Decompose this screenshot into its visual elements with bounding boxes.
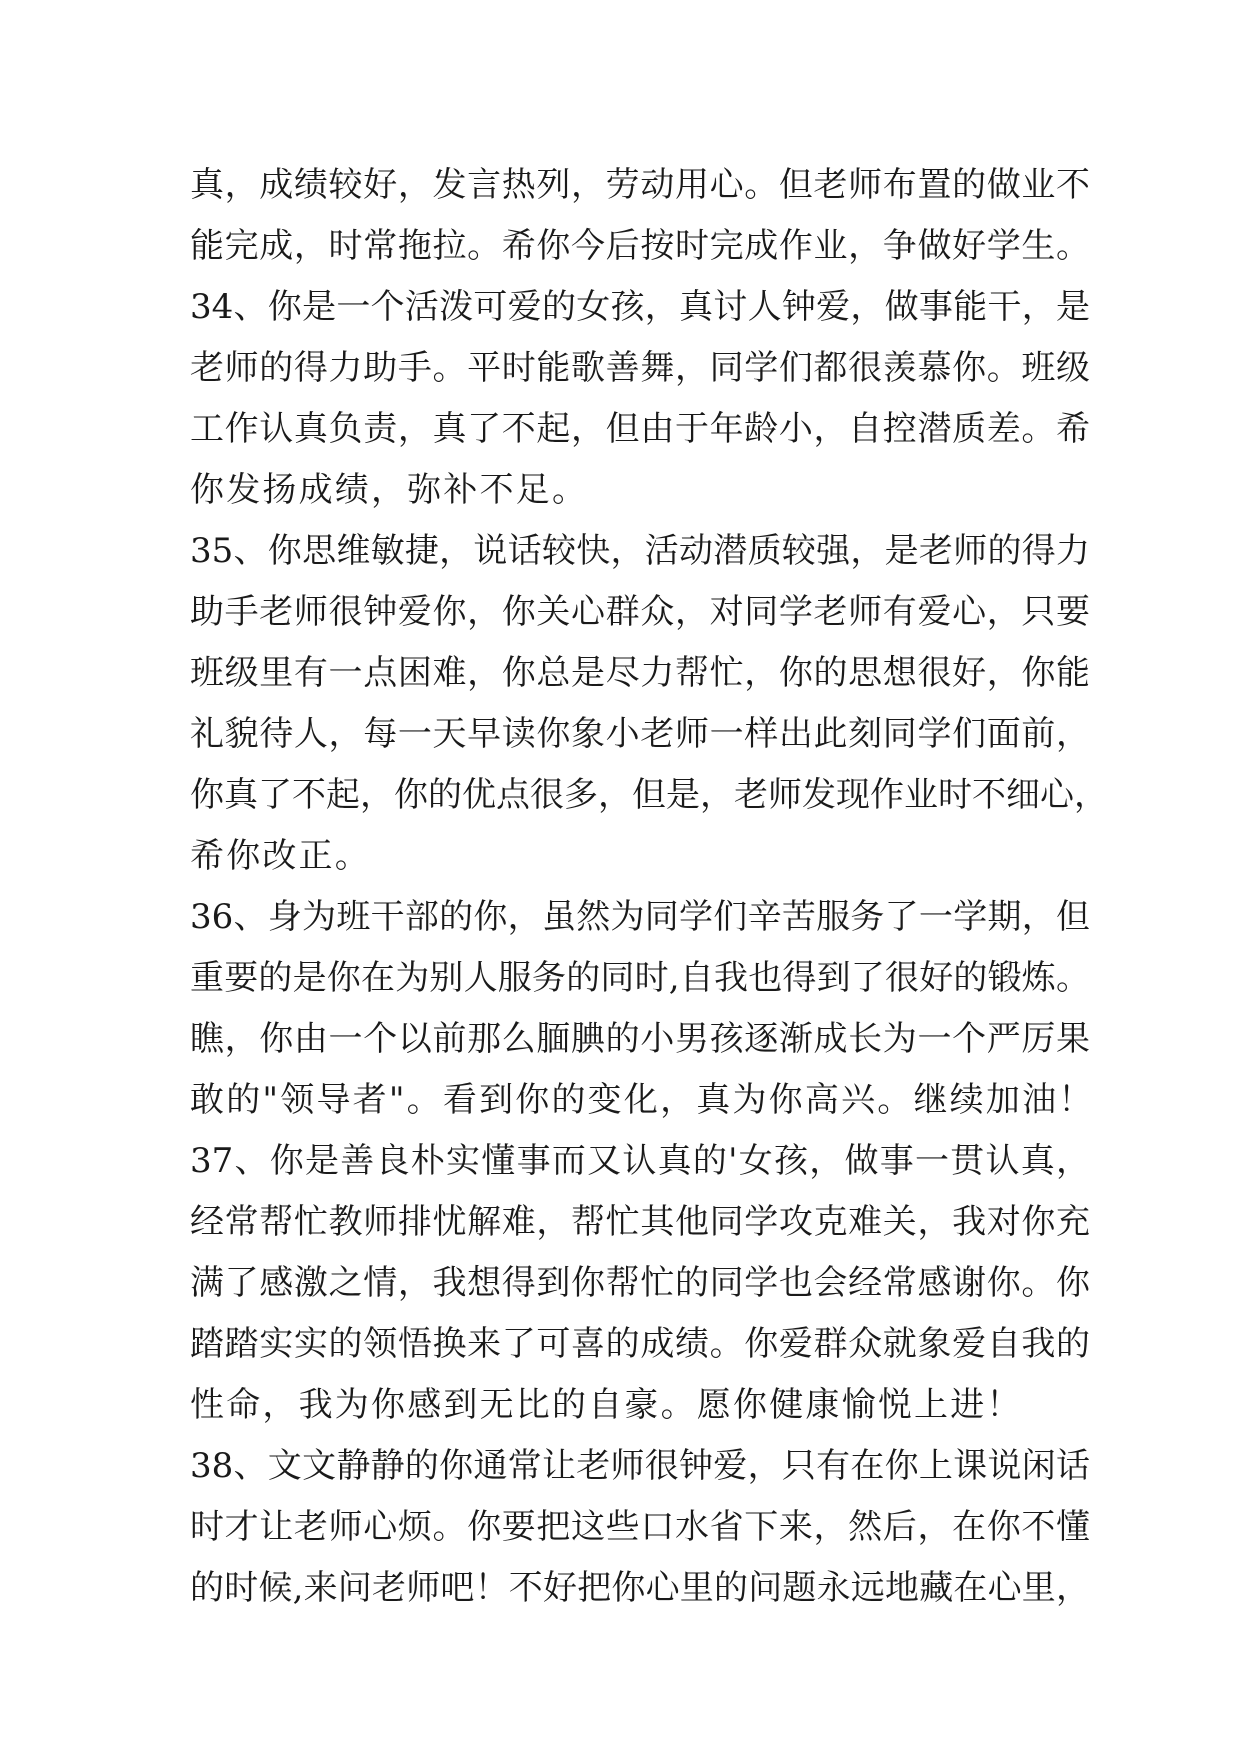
- text-line: 36、身为班干部的你，虽然为同学们辛苦服务了一学期，但: [190, 897, 1090, 937]
- text-line: 重要的是你在为别人服务的同时,自我也得到了很好的锻炼。: [190, 958, 1090, 998]
- text-line: 工作认真负责，真了不起，但由于年龄小，自控潜质差。希: [190, 409, 1090, 449]
- text-line: 希你改正。: [190, 836, 371, 876]
- text-line: 踏踏实实的领悟换来了可喜的成绩。你爱群众就象爱自我的: [190, 1324, 1090, 1364]
- text-line: 班级里有一点困难，你总是尽力帮忙，你的思想很好，你能: [190, 653, 1090, 693]
- text-line: 经常帮忙教师排忧解难，帮忙其他同学攻克难关，我对你充: [190, 1202, 1090, 1242]
- text-line: 的时候,来问老师吧！不好把你心里的问题永远地藏在心里，: [190, 1568, 1090, 1608]
- text-line: 瞧，你由一个以前那么腼腆的小男孩逐渐成长为一个严厉果: [190, 1019, 1090, 1059]
- text-line: 34、你是一个活泼可爱的女孩，真讨人钟爱，做事能干，是: [190, 287, 1090, 327]
- text-line: 礼貌待人，每一天早读你象小老师一样出此刻同学们面前，: [190, 714, 1090, 754]
- document-body: [190, 155, 1108, 1619]
- text-line: 满了感激之情，我想得到你帮忙的同学也会经常感谢你。你: [190, 1263, 1090, 1303]
- text-line: 真，成绩较好，发言热列，劳动用心。但老师布置的做业不: [190, 165, 1090, 205]
- text-line: 35、你思维敏捷，说话较快，活动潜质较强，是老师的得力: [190, 531, 1090, 571]
- text-line: 时才让老师心烦。你要把这些口水省下来，然后，在你不懂: [190, 1507, 1090, 1547]
- text-line: 性命，我为你感到无比的自豪。愿你健康愉悦上进！: [190, 1385, 1023, 1425]
- text-line: 能完成，时常拖拉。希你今后按时完成作业，争做好学生。: [190, 226, 1090, 266]
- text-line: 你真了不起，你的优点很多，但是，老师发现作业时不细心，: [190, 775, 1108, 815]
- text-line: 38、文文静静的你通常让老师很钟爱，只有在你上课说闲话: [190, 1446, 1090, 1486]
- text-line: 敢的"领导者"。看到你的变化，真为你高兴。继续加油！: [190, 1080, 1095, 1120]
- text-line: 你发扬成绩，弥补不足。: [190, 470, 589, 510]
- text-line: 37、你是善良朴实懂事而又认真的'女孩，做事一贯认真，: [190, 1141, 1090, 1181]
- text-line: 老师的得力助手。平时能歌善舞，同学们都很羡慕你。班级: [190, 348, 1090, 388]
- text-line: 助手老师很钟爱你，你关心群众，对同学老师有爱心，只要: [190, 592, 1090, 632]
